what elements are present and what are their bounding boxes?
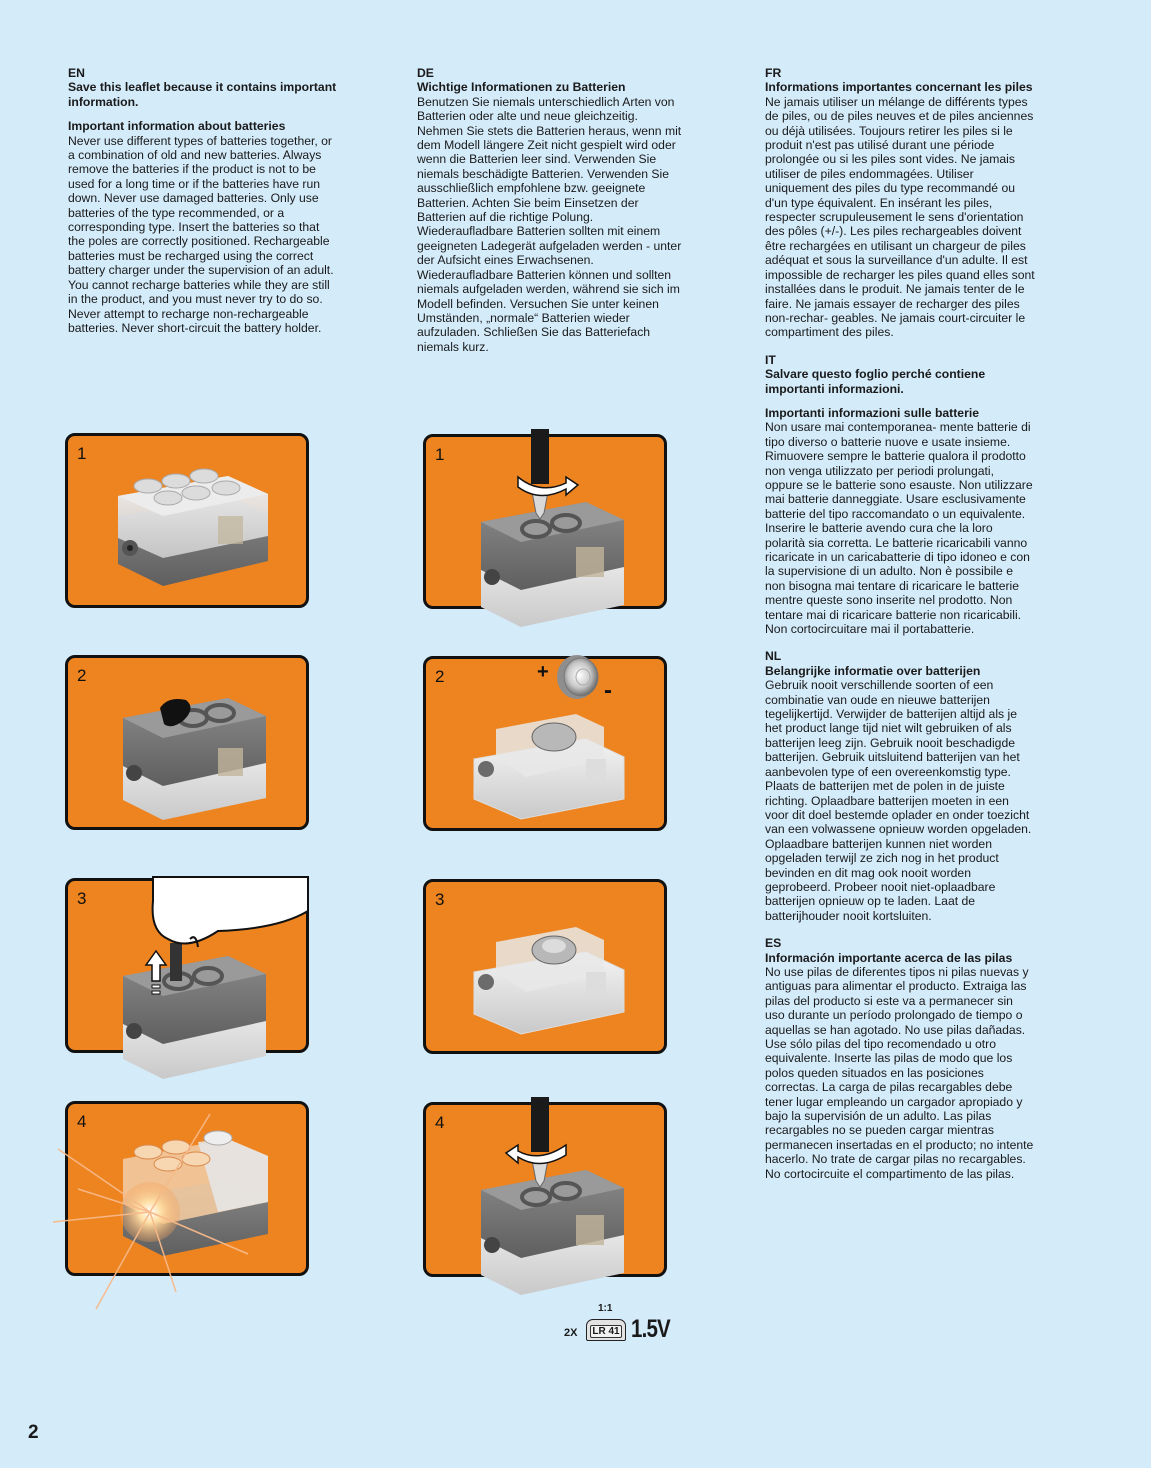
step-panel-left-3 (65, 878, 309, 1053)
step-panel-right-2 (423, 656, 667, 831)
screwdriver-unscrew-illustration (426, 437, 664, 606)
section-body: Non usare mai contemporanea- mente batterie di tipo diverso o batterie nuove e usate insieme. Rimuovere sempre le batterie qualora il prodotto non venga utilizzato per periodi prolungati, oppure se le batterie sono esauste. Non utilizzare mai batterie danneggiate. Usare esclusivamente batterie del tipo raccomandato o un equivalente. Inserire le batterie avendo cura che la loro polarità sia corretta. Le batterie ricaricabili vanno ricaricate in un caricabatterie di tipo idoneo e con la supervisione di un adulto. Non è possibile e non bisogna mai tentare di ricaricare le batterie mentre queste sono inserite nel prodotto. Non tentare mai di ricaricare batterie non ricaricabili. Non cortocircuitare mai il portabatterie. (765, 420, 1033, 637)
lang-code: IT (765, 352, 776, 367)
intro-text: Salvare questo foglio perché contiene importanti informazioni. (765, 367, 986, 396)
light-brick-assembled-illustration (68, 436, 306, 605)
page-number: 2 (28, 1422, 39, 1443)
section-it (765, 353, 1035, 637)
battery-voltage: 1.5V (631, 1315, 670, 1343)
section-de (417, 66, 687, 354)
intro-text: Save this leaflet because it contains important information. (68, 80, 337, 109)
insert-coin-battery-illustration (426, 659, 664, 828)
step-panel-left-4 (65, 1101, 309, 1276)
section-nl (765, 649, 1035, 923)
coin-battery (557, 655, 598, 699)
step-number: 2 (77, 666, 87, 685)
battery-quantity: 2X (564, 1327, 578, 1339)
battery-spec (561, 1303, 681, 1348)
step-panel-left-2 (65, 655, 309, 830)
section-heading: Importanti informazioni sulle batterie (765, 405, 979, 420)
section-heading: Belangrijke informatie over batterijen (765, 663, 981, 678)
lang-code: NL (765, 649, 782, 664)
light-brick-glowing-illustration (68, 1104, 306, 1273)
section-fr (765, 66, 1035, 340)
screwdriver-handle (531, 1097, 549, 1152)
step-panel-right-3 (423, 879, 667, 1054)
section-es (765, 936, 1035, 1181)
press-button-illustration (68, 658, 306, 827)
battery-inserted-illustration (426, 882, 664, 1051)
lang-code: ES (765, 936, 782, 951)
section-en (68, 66, 338, 335)
finger-pull-switch-illustration (68, 881, 306, 1050)
step-number: 4 (435, 1113, 445, 1132)
step-number: 2 (435, 667, 445, 686)
section-body: Never use different types of batteries together, or a combination of old and new batteries. Always remove the batteries if the product is not to be used for a long time or if the batteries have run down. Never use damaged batteries. Only use batteries of the type recommended, or a corresponding type. Insert the batteries so that the poles are correctly positioned. Rechargeable batteries must be recharged using the correct battery charger under the supervision of an adult. You cannot recharge batteries while they are still in the product, and you must never try to do so. Never attempt to recharge non-rechargeable batteries. Never short-circuit the battery holder. (68, 133, 334, 335)
battery-cell-icon (586, 1319, 626, 1341)
step-number: 3 (435, 890, 445, 909)
screwdriver-handle (531, 429, 549, 484)
step-number: 3 (77, 889, 87, 908)
step-panel-right-4 (423, 1102, 667, 1277)
screwdriver-screw-back-illustration (426, 1105, 664, 1274)
battery-type: LR 41 (590, 1325, 622, 1338)
lang-code: DE (417, 66, 434, 80)
right-text-column (765, 66, 1035, 1181)
lang-code: FR (765, 66, 782, 80)
step-panel-right-1 (423, 434, 667, 609)
section-heading: Wichtige Informationen zu Batterien (417, 80, 626, 95)
battery-plus-sign: + (537, 661, 549, 683)
section-heading: Important information about batteries (68, 119, 286, 134)
step-number: 1 (77, 444, 87, 463)
step-number: 4 (77, 1112, 87, 1131)
section-body: No use pilas de diferentes tipos ni pilas nuevas y antiguas para alimentar el producto. Extraiga las pilas del producto si este va a permanecer sin uso durante un período prolongado de tiempo o aquellas se han agotado. No use pilas dañadas. Use sólo pilas del tipo recomendado u otro equivalente. Inserte las pilas de modo que los polos queden situados en las posiciones correctas. La carga de pilas recargables debe tener lugar empleando un cargador apropiado y bajo la supervisión de un adulto. Las pilas recargables no se pueden cargar mientras permanecen insertadas en el producto; no intente hacerlo. No trate de cargar pilas no recargables. No cortocircuite el compartimento de las pilas. (765, 964, 1034, 1181)
step-panel-left-1 (65, 433, 309, 608)
step-number: 1 (435, 445, 445, 464)
section-heading: Informations importantes concernant les piles (765, 80, 1033, 95)
section-body: Benutzen Sie niemals unterschiedlich Arten von Batterien oder alte und neue gleichzeitig. Nehmen Sie stets die Batterien heraus, wenn mit dem Modell längere Zeit nicht gespielt wird oder wenn die Batterien leer sind. Verwenden Sie niemals beschädigte Batterien. Verwenden Sie ausschließlich empfohlene bzw. geeignete Batterien. Achten Sie beim Einsetzen der Batterien auf die richtige Polung. Wiederaufladbare Batterien sollten mit einem geeigneten Ladegerät aufgeladen werden - unter der Aufsicht eines Erwachsenen. Wiederaufladbare Batterien können und sollten niemals aufgeladen werden, während sie sich im Modell befinden. Versuchen Sie unter keinen Umständen, „normale“ Batterien wieder aufzuladen. Schließen Sie das Batteriefach niemals kurz. (417, 94, 682, 354)
battery-minus-sign: - (604, 677, 612, 704)
section-body: Gebruik nooit verschillende soorten of een combinatie van oude en nieuwe batterijen tegelijkertijd. Verwijder de batterijen altijd als je het product lange tijd niet wilt gebruiken of als batterijen leeg zijn. Gebruik nooit beschadigde batterijen. Gebruik uitsluitend batterijen van het aanbevolen type of een overeenkomstig type. Plaats de batterijen met de polen in de juiste richting. Oplaadbare batterijen moeten in een voor dit doel bestemde oplader en onder toezicht van een volwassene opnieuw worden opgeladen. Oplaadbare batterijen kunnen niet worden opgeladen terwijl ze zich nog in het product bevinden en dit mag ook nooit worden geprobeerd. Probeer nooit niet-oplaadbare batterijen opnieuw op te laden. Laat de batterijhouder nooit kortsluiten. (765, 678, 1032, 923)
lang-code: EN (68, 66, 85, 80)
section-body: Ne jamais utiliser un mélange de différents types de piles, ou de piles neuves et de piles anciennes ou déjà utilisées. Toujours retirer les piles si le produit n'est pas utilisé durant une période prolongée ou si les piles sont vides. Ne jamais utiliser de piles endommagées. Utiliser uniquement des piles du type recommandé ou d'un type équivalent. En insérant les piles, respecter scrupuleusement le sens d'orientation des pôles (+/-). Les piles rechargeables doivent être rechargées en utilisant un chargeur de piles adéquat et sous la surveillance d'un adulte. Il est impossible de recharger les piles quand elles sont installées dans le produit. Ne jamais tenter de le faire. Ne jamais essayer de recharger des piles non-rechar- geables. Ne jamais court-circuiter le compartiment des piles. (765, 94, 1035, 340)
battery-scale: 1:1 (598, 1303, 613, 1314)
section-heading: Información importante acerca de las pilas (765, 950, 1013, 965)
